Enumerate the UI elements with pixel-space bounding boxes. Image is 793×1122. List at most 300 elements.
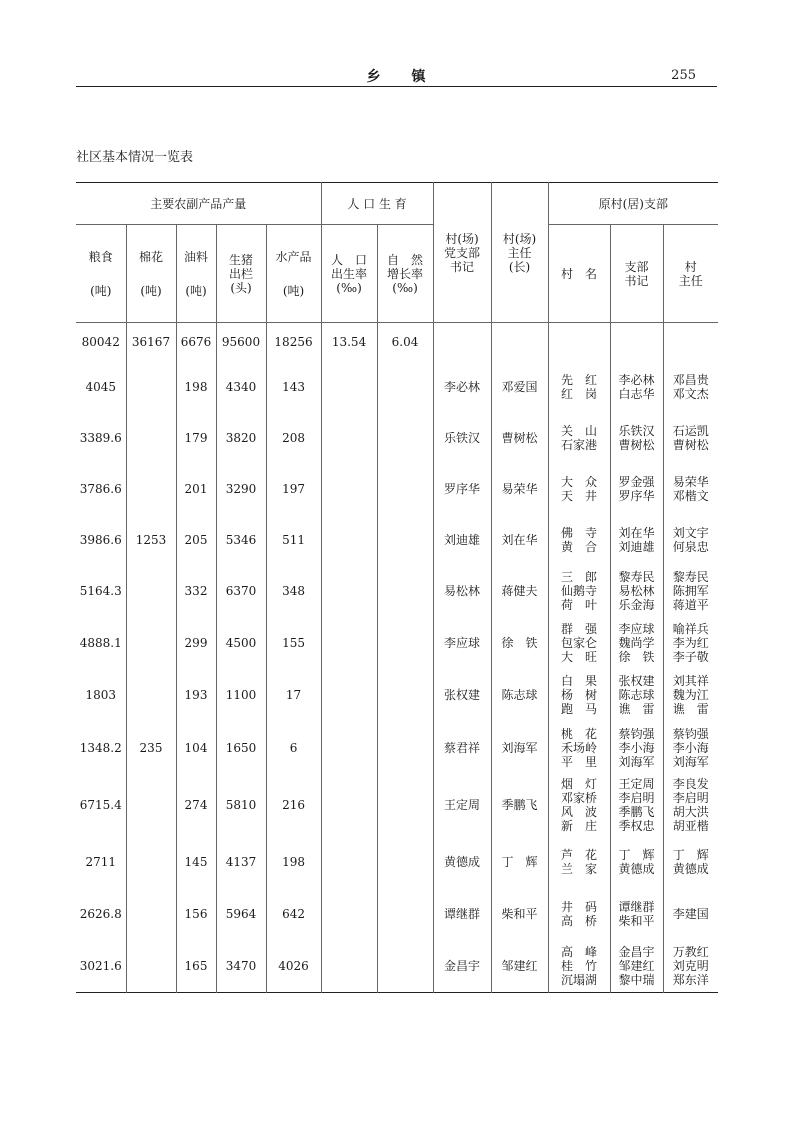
village-directors-line: 蔡钧强: [672, 726, 709, 741]
village-directors-cell: [663, 413, 718, 464]
village-names-line: 佛 寺: [561, 525, 598, 540]
aquatic-cell: 208: [266, 413, 321, 464]
village-directors-line: 邓昌贵: [672, 372, 709, 387]
village-names-line: 新 庄: [561, 818, 598, 833]
table-row: [76, 413, 718, 464]
branch-secretaries-cell: [610, 722, 663, 774]
village-directors-line: 郑东洋: [672, 972, 709, 987]
group-orig-branch-header: 原村(居)支部: [548, 183, 718, 225]
secretary-cell: 黄德成: [433, 836, 491, 888]
village-directors-line: 丁 辉: [672, 847, 709, 862]
village-names-line: 石家港: [561, 438, 598, 452]
branch-secretaries-line: 丁 辉: [618, 847, 655, 862]
director-cell: 季鹏飞: [491, 774, 548, 836]
pig-cell: 6370: [216, 566, 266, 617]
growth-cell: [377, 940, 433, 993]
grain-cell: 2626.8: [76, 888, 126, 940]
col-grain-name: 粮食: [88, 249, 113, 264]
village-directors-cell: [663, 464, 718, 514]
branch-secretaries-line: 李应球: [618, 621, 655, 636]
grain-cell: 2711: [76, 836, 126, 888]
village-directors-line: 石运凯: [672, 424, 709, 438]
cotton-cell: [126, 464, 176, 514]
table-row: [76, 464, 718, 514]
village-names-cell: [548, 361, 610, 413]
director-cell: 邹建红: [491, 940, 548, 993]
col-birth-header: [321, 225, 377, 323]
birth-cell: [321, 940, 377, 993]
running-header-title: 乡 镇: [366, 69, 427, 85]
village-directors-line: 易荣华: [672, 474, 709, 489]
director-cell: 蒋健夫: [491, 566, 548, 617]
total-aquatic: 18256: [266, 323, 321, 361]
col-cotton-name: 棉花: [138, 249, 163, 264]
oil-cell: 299: [176, 617, 216, 669]
village-directors-line: 李良发: [672, 776, 709, 791]
aquatic-cell: 198: [266, 836, 321, 888]
village-names-cell: [548, 617, 610, 669]
village-names-line: 群 强: [561, 621, 598, 636]
col-director-header: [491, 183, 548, 323]
branch-secretaries-line: 柴和平: [618, 913, 655, 928]
col-aquatic-header: [266, 225, 321, 323]
village-directors-cell: [663, 617, 718, 669]
aquatic-cell: 17: [266, 669, 321, 722]
pig-cell: 4137: [216, 836, 266, 888]
col-branch-secretary-line1: 支部: [624, 259, 649, 274]
grain-cell: 1803: [76, 669, 126, 722]
branch-secretaries-line: 李小海: [618, 740, 655, 755]
aquatic-cell: 642: [266, 888, 321, 940]
village-names-line: 红 岗: [561, 386, 598, 401]
village-names-line: 高 峰: [561, 944, 598, 959]
table-row: [76, 722, 718, 774]
col-birth-unit: (‰): [336, 280, 362, 295]
birth-cell: [321, 566, 377, 617]
branch-secretaries-cell: [610, 888, 663, 940]
aquatic-cell: 143: [266, 361, 321, 413]
total-pig: 95600: [216, 323, 266, 361]
village-names-line: 先 红: [561, 372, 598, 387]
branch-secretaries-line: 季鹏飞: [618, 804, 655, 819]
branch-secretaries-cell: [610, 464, 663, 514]
table-row: [76, 774, 718, 836]
secretary-cell: 王定周: [433, 774, 491, 836]
village-names-cell: [548, 940, 610, 993]
cotton-cell: 1253: [126, 514, 176, 566]
director-cell: 柴和平: [491, 888, 548, 940]
cotton-cell: [126, 361, 176, 413]
branch-secretaries-cell: [610, 774, 663, 836]
table-row: [76, 361, 718, 413]
branch-secretaries-cell: [610, 836, 663, 888]
village-names-line: 天 井: [561, 488, 598, 503]
village-directors-line: 刘其祥: [672, 674, 709, 688]
grain-cell: 1348.2: [76, 722, 126, 774]
village-directors-line: 邓楷文: [672, 488, 709, 503]
branch-secretaries-cell: [610, 514, 663, 566]
village-directors-cell: [663, 940, 718, 993]
director-cell: 徐 铁: [491, 617, 548, 669]
village-names-cell: [548, 888, 610, 940]
village-names-line: 大 众: [561, 474, 598, 489]
secretary-cell: 刘迪雄: [433, 514, 491, 566]
col-secretary-header: [433, 183, 491, 323]
aquatic-cell: 216: [266, 774, 321, 836]
branch-secretaries-line: 李必林: [618, 372, 655, 387]
village-directors-cell: [663, 566, 718, 617]
table-row: [76, 669, 718, 722]
col-director-line2: 主任: [507, 245, 532, 260]
branch-secretaries-line: 刘在华: [618, 525, 655, 540]
col-oil-header: [176, 225, 216, 323]
oil-cell: 274: [176, 774, 216, 836]
village-names-line: 沉塌湖: [561, 972, 598, 987]
village-names-cell: [548, 722, 610, 774]
total-oil: 6676: [176, 323, 216, 361]
oil-cell: 198: [176, 361, 216, 413]
col-secretary-line2: 党支部: [444, 245, 481, 260]
village-names-line: 芦 花: [561, 847, 598, 862]
village-names-cell: [548, 464, 610, 514]
total-growth: 6.04: [377, 323, 433, 361]
branch-secretaries-cell: [610, 669, 663, 722]
pig-cell: 5346: [216, 514, 266, 566]
oil-cell: 165: [176, 940, 216, 993]
village-directors-line: 曹树松: [672, 438, 709, 452]
birth-cell: [321, 361, 377, 413]
growth-cell: [377, 566, 433, 617]
cotton-cell: [126, 774, 176, 836]
oil-cell: 205: [176, 514, 216, 566]
col-branch-secretary-line2: 书记: [624, 273, 649, 288]
col-cotton-unit: (吨): [140, 283, 162, 298]
col-birth-name2: 出生率: [331, 266, 368, 281]
aquatic-cell: 155: [266, 617, 321, 669]
village-directors-line: 黎寿民: [672, 570, 709, 584]
col-pig-name1: 生猪: [228, 252, 253, 267]
village-names-line: 井 码: [561, 899, 598, 914]
secretary-cell: 乐铁汉: [433, 413, 491, 464]
birth-cell: [321, 836, 377, 888]
oil-cell: 156: [176, 888, 216, 940]
aquatic-cell: 6: [266, 722, 321, 774]
birth-cell: [321, 413, 377, 464]
village-names-line: 桂 竹: [561, 958, 598, 973]
director-cell: 刘在华: [491, 514, 548, 566]
secretary-cell: 易松林: [433, 566, 491, 617]
grain-cell: 6715.4: [76, 774, 126, 836]
director-cell: 丁 辉: [491, 836, 548, 888]
village-names-line: 风 波: [561, 804, 598, 819]
pig-cell: 1100: [216, 669, 266, 722]
growth-cell: [377, 413, 433, 464]
cotton-cell: [126, 836, 176, 888]
village-directors-line: 胡亚楷: [672, 818, 709, 833]
village-directors-line: 李建国: [672, 906, 709, 921]
col-oil-unit: (吨): [185, 283, 207, 298]
village-directors-line: 万教红: [672, 944, 709, 959]
col-village-director-line1: 村: [684, 259, 697, 274]
aquatic-cell: 348: [266, 566, 321, 617]
branch-secretaries-line: 刘海军: [618, 754, 655, 769]
table-row: [76, 566, 718, 617]
branch-secretaries-line: 李启明: [618, 790, 655, 805]
branch-secretaries-line: 谯 雷: [618, 702, 655, 716]
branch-secretaries-line: 黎中瑞: [618, 972, 655, 987]
branch-secretaries-line: 白志华: [618, 386, 655, 401]
cotton-cell: [126, 669, 176, 722]
col-grain-unit: (吨): [90, 283, 112, 298]
branch-secretaries-line: 罗序华: [618, 488, 655, 503]
cotton-cell: [126, 940, 176, 993]
director-cell: 陈志球: [491, 669, 548, 722]
col-secretary-line3: 书记: [450, 259, 475, 274]
village-names-cell: [548, 566, 610, 617]
secretary-cell: 李应球: [433, 617, 491, 669]
village-directors-line: 李启明: [672, 790, 709, 805]
branch-secretaries-cell: [610, 566, 663, 617]
secretary-cell: 蔡君祥: [433, 722, 491, 774]
grain-cell: 3021.6: [76, 940, 126, 993]
branch-secretaries-line: 黄德成: [618, 861, 655, 876]
village-directors-line: 蒋道平: [672, 598, 709, 612]
col-aquatic-unit: (吨): [282, 283, 305, 298]
table-row: [76, 514, 718, 566]
village-names-line: 平 里: [561, 754, 598, 769]
village-directors-line: 谯 雷: [672, 702, 709, 716]
col-secretary-line1: 村(场): [445, 231, 479, 246]
col-branch-secretary-header: [610, 225, 663, 323]
branch-secretaries-line: 易松林: [618, 584, 655, 598]
village-names-cell: [548, 774, 610, 836]
village-names-line: 桃 花: [561, 726, 598, 741]
total-cotton: 36167: [126, 323, 176, 361]
growth-cell: [377, 464, 433, 514]
col-pig-header: [216, 225, 266, 323]
pig-cell: 1650: [216, 722, 266, 774]
branch-secretaries-line: 张权建: [618, 674, 655, 688]
village-directors-cell: [663, 669, 718, 722]
village-directors-line: 李子敬: [672, 649, 709, 664]
village-names-line: 黄 合: [561, 539, 598, 554]
branch-secretaries-cell: [610, 617, 663, 669]
village-directors-line: 魏为江: [672, 688, 709, 702]
village-names-line: 仙鹅寺: [561, 584, 598, 598]
director-cell: 曹树松: [491, 413, 548, 464]
table-row: [76, 836, 718, 888]
birth-cell: [321, 669, 377, 722]
table-row: [76, 940, 718, 993]
branch-secretaries-line: 徐 铁: [618, 649, 655, 664]
grain-cell: 4045: [76, 361, 126, 413]
total-grain: 80042: [76, 323, 126, 361]
table-row: [76, 888, 718, 940]
village-directors-line: 刘克明: [672, 958, 709, 973]
oil-cell: 179: [176, 413, 216, 464]
village-names-line: 禾场岭: [561, 740, 598, 755]
community-table: [76, 182, 718, 993]
pig-cell: 5964: [216, 888, 266, 940]
director-cell: 刘海军: [491, 722, 548, 774]
village-names-cell: [548, 669, 610, 722]
village-directors-cell: [663, 514, 718, 566]
village-directors-line: 刘文宇: [672, 525, 709, 540]
branch-secretaries-line: 黎寿民: [618, 570, 655, 584]
col-birth-name1: 人 口: [331, 252, 368, 267]
village-directors-cell: [663, 361, 718, 413]
secretary-cell: 李必林: [433, 361, 491, 413]
col-director-line1: 村(场): [502, 231, 537, 246]
group-products-header: 主要农副产品产量: [76, 183, 321, 225]
village-names-line: 关 山: [561, 424, 598, 438]
aquatic-cell: 197: [266, 464, 321, 514]
cotton-cell: [126, 888, 176, 940]
village-names-line: 大 旺: [561, 649, 598, 664]
col-growth-header: [377, 225, 433, 323]
village-names-cell: [548, 836, 610, 888]
branch-secretaries-line: 乐金海: [618, 598, 655, 612]
birth-cell: [321, 888, 377, 940]
branch-secretaries-line: 曹树松: [618, 438, 655, 452]
village-names-line: 跑 马: [561, 702, 598, 716]
village-directors-line: 邓文杰: [672, 386, 709, 401]
branch-secretaries-line: 季权忠: [618, 818, 655, 833]
oil-cell: 145: [176, 836, 216, 888]
branch-secretaries-line: 乐铁汉: [618, 424, 655, 438]
pig-cell: 4500: [216, 617, 266, 669]
cotton-cell: [126, 617, 176, 669]
pig-cell: 3820: [216, 413, 266, 464]
group-population-header: 人 口 生 育: [321, 183, 433, 225]
secretary-cell: 谭继群: [433, 888, 491, 940]
pig-cell: 5810: [216, 774, 266, 836]
director-cell: 易荣华: [491, 464, 548, 514]
birth-cell: [321, 774, 377, 836]
page-number: 255: [671, 68, 696, 83]
branch-secretaries-cell: [610, 413, 663, 464]
cotton-cell: [126, 413, 176, 464]
col-cotton-header: [126, 225, 176, 323]
table-body: [76, 323, 718, 993]
col-village-name-header: 村 名: [548, 225, 610, 323]
col-village-director-header: [663, 225, 718, 323]
growth-cell: [377, 888, 433, 940]
secretary-cell: 金昌宇: [433, 940, 491, 993]
table-title: 社区基本情况一览表: [76, 150, 194, 165]
village-names-line: 兰 家: [561, 861, 598, 876]
oil-cell: 332: [176, 566, 216, 617]
village-directors-line: 刘海军: [672, 754, 709, 769]
branch-secretaries-line: 陈志球: [618, 688, 655, 702]
village-names-line: 三 郎: [561, 570, 598, 584]
col-growth-unit: (‰): [392, 280, 418, 295]
aquatic-cell: 4026: [266, 940, 321, 993]
pig-cell: 3470: [216, 940, 266, 993]
village-names-line: 荷 叶: [561, 598, 598, 612]
branch-secretaries-line: 金昌宇: [618, 944, 655, 959]
growth-cell: [377, 617, 433, 669]
oil-cell: 193: [176, 669, 216, 722]
col-growth-name2: 增长率: [387, 266, 424, 281]
table-row: [76, 617, 718, 669]
secretary-cell: 罗序华: [433, 464, 491, 514]
grain-cell: 3389.6: [76, 413, 126, 464]
col-aquatic-name: 水产品: [275, 249, 312, 264]
village-directors-line: 李小海: [672, 740, 709, 755]
col-pig-unit: (头): [230, 280, 252, 295]
growth-cell: [377, 514, 433, 566]
oil-cell: 201: [176, 464, 216, 514]
growth-cell: [377, 361, 433, 413]
grain-cell: 3986.6: [76, 514, 126, 566]
grain-cell: 3786.6: [76, 464, 126, 514]
birth-cell: [321, 617, 377, 669]
branch-secretaries-line: 谭继群: [618, 899, 655, 914]
village-names-line: 邓家桥: [561, 790, 598, 805]
aquatic-cell: 511: [266, 514, 321, 566]
village-directors-line: 李为红: [672, 635, 709, 650]
secretary-cell: 张权建: [433, 669, 491, 722]
village-directors-line: 黄德成: [672, 861, 709, 876]
branch-secretaries-line: 邹建红: [618, 958, 655, 973]
village-directors-cell: [663, 722, 718, 774]
pig-cell: 4340: [216, 361, 266, 413]
village-directors-line: 陈拥军: [672, 584, 709, 598]
village-directors-cell: [663, 774, 718, 836]
col-pig-name2: 出栏: [228, 266, 253, 281]
village-directors-cell: [663, 836, 718, 888]
col-director-line3: (长): [508, 259, 531, 274]
village-names-line: 杨 树: [561, 688, 598, 702]
village-names-line: 白 果: [561, 674, 598, 688]
director-cell: 邓爱国: [491, 361, 548, 413]
col-growth-name1: 自 然: [387, 252, 424, 267]
cotton-cell: 235: [126, 722, 176, 774]
growth-cell: [377, 722, 433, 774]
total-birth: 13.54: [321, 323, 377, 361]
pig-cell: 3290: [216, 464, 266, 514]
grain-cell: 4888.1: [76, 617, 126, 669]
col-grain-header: [76, 225, 126, 323]
branch-secretaries-cell: [610, 361, 663, 413]
col-village-director-line2: 主任: [678, 273, 703, 288]
village-names-line: 包家仑: [561, 635, 598, 650]
header-rule: [76, 86, 717, 87]
branch-secretaries-cell: [610, 940, 663, 993]
branch-secretaries-line: 蔡钧强: [618, 726, 655, 741]
branch-secretaries-line: 王定周: [618, 776, 655, 791]
birth-cell: [321, 722, 377, 774]
growth-cell: [377, 774, 433, 836]
branch-secretaries-line: 罗金强: [618, 474, 655, 489]
birth-cell: [321, 514, 377, 566]
birth-cell: [321, 464, 377, 514]
growth-cell: [377, 836, 433, 888]
oil-cell: 104: [176, 722, 216, 774]
branch-secretaries-line: 刘迪雄: [618, 539, 655, 554]
village-names-cell: [548, 413, 610, 464]
village-names-line: 高 桥: [561, 913, 598, 928]
total-row: [76, 323, 718, 361]
village-names-cell: [548, 514, 610, 566]
grain-cell: 5164.3: [76, 566, 126, 617]
village-directors-cell: [663, 888, 718, 940]
growth-cell: [377, 669, 433, 722]
village-directors-line: 胡大洪: [672, 804, 709, 819]
branch-secretaries-line: 魏尚学: [618, 635, 655, 650]
cotton-cell: [126, 566, 176, 617]
